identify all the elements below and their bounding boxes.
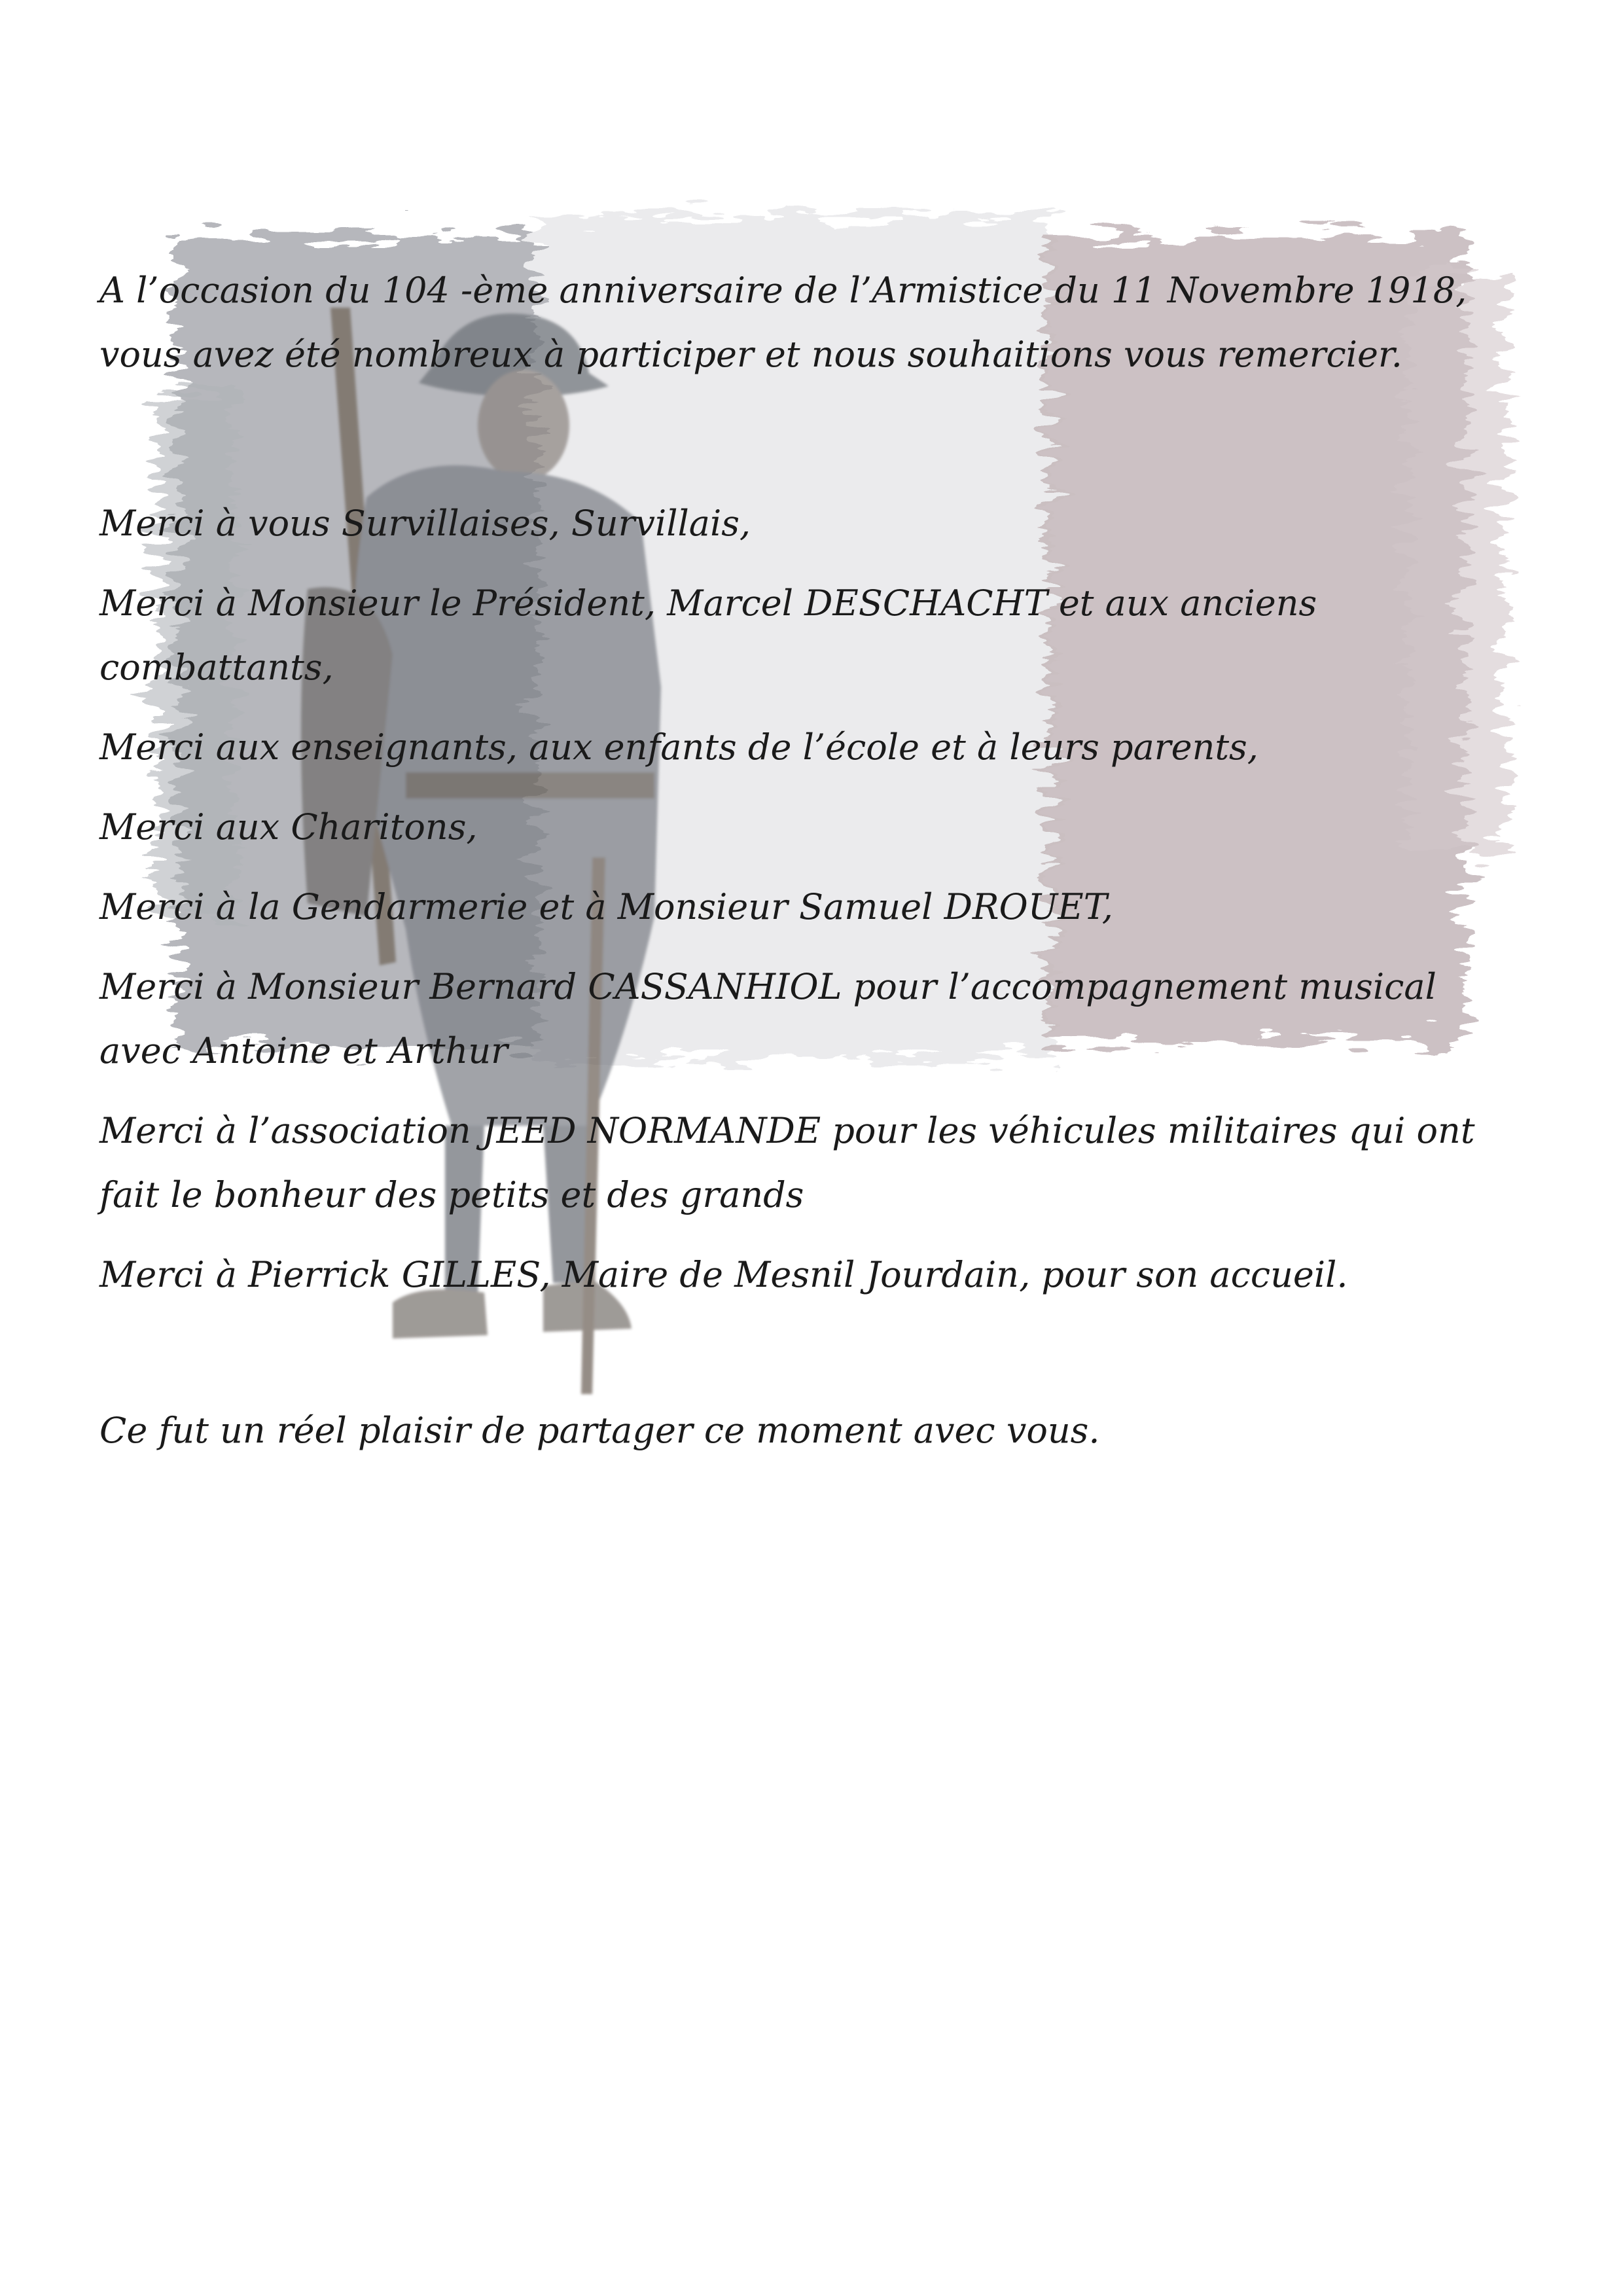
thanks-list — [99, 492, 1526, 1307]
letter-body — [99, 259, 1526, 1463]
thanks-item: Merci aux enseignants, aux enfants de l’école et à leurs parents, — [99, 726, 1258, 768]
thanks-item: Merci aux Charitons, — [99, 806, 478, 848]
thanks-item: Merci à l’association JEED NORMANDE pour les véhicules militaires qui ont fait le bonheur des petits et des grands — [99, 1110, 1475, 1215]
closing-line: Ce fut un réel plaisir de partager ce moment avec vous. — [99, 1410, 1100, 1451]
thanks-item: Merci à Pierrick GILLES, Maire de Mesnil Jourdain, pour son accueil. — [99, 1254, 1348, 1295]
thanks-item: Merci à vous Survillaises, Survillais, — [99, 503, 751, 544]
thanks-item: Merci à Monsieur le Président, Marcel DESCHACHT et aux anciens combattants, — [99, 583, 1317, 688]
thanks-item: Merci à Monsieur Bernard CASSANHIOL pour l’accompagnement musical avec Antoine et Arthur — [99, 966, 1436, 1071]
intro-paragraph: A l’occasion du 104 -ème anniversaire de l’Armistice du 11 Novembre 1918, vous avez été nombreux à participer et nous souhaitions vous remercier. — [99, 270, 1467, 375]
thanks-item: Merci à la Gendarmerie et à Monsieur Samuel DROUET, — [99, 886, 1113, 927]
